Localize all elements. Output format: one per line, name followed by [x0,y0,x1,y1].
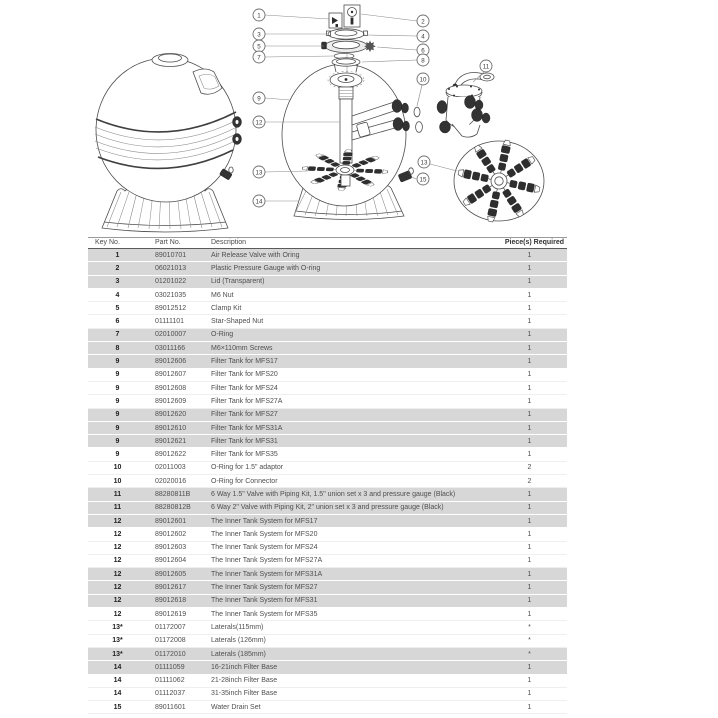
header-part-no: Part No. [155,239,181,246]
multiport-valve-figure [437,73,494,138]
laterals-detail-figure [454,140,544,223]
cell-qty: 1 [527,490,532,498]
cell-key: 2 [115,264,120,272]
cell-part: 03021035 [155,291,187,299]
table-row [88,302,567,315]
cell-qty: 1 [527,677,532,685]
table-row [88,249,567,262]
cell-key: 9 [115,397,120,405]
table-row [88,634,567,647]
cell-part: 89012604 [155,557,187,565]
table-row [88,568,567,581]
cell-part: 89012606 [155,358,187,366]
cell-desc: Lid (Transparent) [211,278,265,286]
table-row [88,528,567,541]
cell-desc: Air Release Valve with Oring [211,251,300,259]
callout-5 [253,40,265,52]
cell-part: 02020016 [155,477,187,485]
cell-key: 11 [113,490,122,498]
cell-part: 06021013 [155,264,187,272]
table-row [88,554,567,567]
cell-qty: 1 [527,663,532,671]
cell-part: 89012608 [155,384,187,392]
table-row [88,621,567,634]
svg-text:12: 12 [255,119,263,127]
cell-desc: 31-35inch Filter Base [211,690,278,698]
cell-desc: M6×110mm Screws [211,344,273,352]
table-row [88,421,567,434]
assembled-tank-figure [95,54,242,233]
cell-part: 89012607 [155,371,187,379]
cell-desc: Filter Tank for MFS35 [211,451,278,459]
cell-qty: 1 [527,451,532,459]
cell-key: 12 [113,517,122,525]
header-description: Description [211,239,247,246]
cell-desc: 6 Way 2" Valve with Piping Kit, 2" union set x 3 and pressure gauge (Black) [211,504,444,512]
cell-part: 89012512 [155,304,187,312]
cell-key: 14 [113,663,122,671]
cell-key: 8 [115,344,120,352]
cell-key: 9 [115,384,120,392]
cell-part: 01201022 [155,278,187,286]
cell-qty: 1 [527,304,532,312]
callout-12 [253,116,265,128]
cell-qty: 1 [527,530,532,538]
parts-table [88,237,567,714]
cell-key: 10 [113,477,122,485]
cell-key: 9 [115,437,120,445]
cell-key: 12 [113,597,122,605]
svg-text:2: 2 [421,18,425,26]
callout-10 [417,73,429,85]
callout-7 [253,51,265,63]
cell-desc: Filter Tank for MFS31 [211,437,278,445]
table-row [88,541,567,554]
cell-qty: 1 [527,597,532,605]
callout-1 [253,9,265,21]
table-row [88,355,567,368]
table-row [88,395,567,408]
table-row [88,461,567,474]
svg-text:4: 4 [421,33,425,41]
cell-desc: O-Ring [211,331,234,339]
table-row [88,661,567,674]
cell-desc: Laterals (185mm) [211,650,266,658]
svg-text:1: 1 [257,12,261,20]
cell-part: 03011166 [155,344,186,352]
cell-part: 89012617 [155,584,187,592]
cell-qty: 1 [527,411,532,419]
adaptor-orings [414,107,422,132]
cell-desc: Filter Tank for MFS17 [211,358,278,366]
exploded-parts-diagram [0,0,718,236]
cell-qty: 1 [527,570,532,578]
parts-list-section [88,237,567,714]
cell-part: 02010007 [155,331,187,339]
table-row [88,315,567,328]
cell-part: 01111101 [155,318,185,326]
cell-qty: 1 [527,690,532,698]
water-drain-part [398,168,413,183]
cell-desc: Laterals(115mm) [211,623,264,631]
table-row [88,275,567,288]
svg-text:8: 8 [421,57,425,65]
callout-13-detail [418,156,430,168]
cell-desc: 6 Way 1.5" Valve with Piping Kit, 1.5" union set x 3 and pressure gauge (Black) [211,490,456,498]
cell-key: 6 [115,318,120,326]
cell-key: 13* [112,637,123,645]
cell-qty: 2 [527,477,532,485]
cell-part: 89012621 [155,437,187,445]
cell-key: 12 [113,570,122,578]
cell-desc: Water Drain Set [211,703,261,711]
cell-key: 9 [115,411,120,419]
table-row [88,328,567,341]
callout-14 [253,195,265,207]
table-row [88,475,567,488]
cell-key: 1 [115,251,120,259]
cell-desc: The Inner Tank System for MFS31 [211,597,318,605]
cell-key: 10 [113,464,122,472]
cell-key: 9 [115,424,120,432]
cell-desc: Filter Tank for MFS31A [211,424,283,432]
svg-text:13: 13 [255,169,263,177]
cell-key: 11 [113,504,122,512]
cell-key: 12 [113,610,122,618]
cell-key: 9 [115,358,120,366]
cell-part: 89012609 [155,397,187,405]
svg-text:9: 9 [257,95,261,103]
cell-desc: 21-28inch Filter Base [211,677,278,685]
cell-key: 3 [115,278,120,286]
callout-2 [417,15,429,27]
table-row [88,674,567,687]
cell-part: 01172010 [155,650,186,658]
cell-part: 01172008 [155,637,186,645]
cell-key: 14 [113,677,122,685]
callout-9 [253,92,265,104]
callout-13 [253,166,265,178]
cell-key: 9 [115,451,120,459]
cell-key: 7 [115,331,120,339]
cell-qty: 1 [527,344,532,352]
cell-part: 89012602 [155,530,187,538]
cell-part: 01111059 [155,663,185,671]
cell-qty: * [528,650,531,658]
cell-desc: 16-21inch Filter Base [211,663,278,671]
cell-desc: Plastic Pressure Gauge with O-ring [211,264,321,272]
svg-text:10: 10 [419,76,427,84]
cell-part: 89012622 [155,451,187,459]
cell-part: 89012618 [155,597,187,605]
table-row [88,488,567,501]
svg-text:5: 5 [257,43,261,51]
cell-desc: O-Ring for 1.5" adaptor [211,464,284,472]
cell-qty: 1 [527,384,532,392]
cell-desc: The Inner Tank System for MFS17 [211,517,318,525]
table-row [88,581,567,594]
table-row [88,342,567,355]
cell-part: 89012601 [155,517,187,525]
cell-key: 14 [113,690,122,698]
cell-part: 01172007 [155,623,186,631]
table-row [88,501,567,514]
cell-qty: 1 [527,703,532,711]
cell-desc: Filter Tank for MFS27A [211,397,283,405]
cell-part: 02011003 [155,464,186,472]
cell-qty: 1 [527,318,532,326]
cell-key: 12 [113,530,122,538]
callout-8 [417,54,429,66]
callout-3 [253,28,265,40]
cell-part: 89012605 [155,570,187,578]
cell-qty: 1 [527,331,532,339]
cell-qty: 1 [527,278,532,286]
cell-key: 12 [113,557,122,565]
cell-qty: 1 [527,517,532,525]
cell-qty: 1 [527,358,532,366]
cell-part: 01112037 [155,690,186,698]
table-row [88,647,567,660]
table-row [88,288,567,301]
cell-desc: The Inner Tank System for MFS20 [211,530,318,538]
svg-text:6: 6 [421,47,425,55]
cell-qty: 1 [527,437,532,445]
cell-desc: Filter Tank for MFS20 [211,371,278,379]
table-row [88,514,567,527]
table-row [88,408,567,421]
cell-qty: 1 [527,557,532,565]
callout-15 [417,173,429,185]
svg-text:14: 14 [255,198,263,206]
cell-part: 89011601 [155,703,186,711]
cell-key: 4 [115,291,120,299]
cell-qty: * [528,637,531,645]
cell-qty: 1 [527,544,532,552]
cell-qty: 1 [527,264,532,272]
parts-table-body [88,249,567,714]
svg-text:15: 15 [419,176,427,184]
cell-key: 15 [113,703,122,711]
table-row [88,381,567,394]
table-row [88,368,567,381]
callout-4 [417,30,429,42]
cell-key: 12 [113,584,122,592]
table-row [88,435,567,448]
header-key-no: Key No. [95,239,120,246]
svg-text:11: 11 [482,63,490,71]
cell-desc: The Inner Tank System for MFS24 [211,544,318,552]
cell-qty: 1 [527,371,532,379]
cell-key: 12 [113,544,122,552]
cell-qty: 1 [527,397,532,405]
cell-qty: 1 [527,291,532,299]
cell-desc: Clamp Kit [211,304,242,312]
cell-part: 89012610 [155,424,187,432]
cell-desc: Filter Tank for MFS27 [211,411,278,419]
table-row [88,594,567,607]
table-row [88,262,567,275]
table-row [88,687,567,700]
cell-desc: O-Ring for Connector [211,477,278,485]
svg-text:7: 7 [257,54,261,62]
cell-desc: Filter Tank for MFS24 [211,384,278,392]
cell-part: 89012619 [155,610,187,618]
svg-text:3: 3 [257,31,261,39]
cell-part: 88280812B [155,504,191,512]
cell-qty: 1 [527,610,532,618]
cell-part: 89012603 [155,544,187,552]
cell-desc: M6 Nut [211,291,234,299]
cell-qty: 1 [527,424,532,432]
exploded-tank-figure [282,5,410,220]
table-row [88,448,567,461]
cell-part: 89010701 [155,251,187,259]
cell-desc: Laterals (126mm) [211,637,266,645]
cell-part: 88280811B [155,490,191,498]
cell-part: 89012620 [155,411,187,419]
callout-11 [480,60,492,72]
cell-desc: The Inner Tank System for MFS31A [211,570,323,578]
svg-text:13: 13 [420,159,428,167]
cell-key: 5 [115,304,120,312]
cell-qty: 2 [527,464,532,472]
cell-desc: The Inner Tank System for MFS27 [211,584,318,592]
cell-key: 13* [112,650,123,658]
cell-qty: 1 [527,251,532,259]
header-pieces-required: Piece(s) Required [504,239,564,246]
cell-desc: The Inner Tank System for MFS35 [211,610,318,618]
cell-desc: The Inner Tank System for MFS27A [211,557,323,565]
table-row [88,701,567,714]
cell-key: 9 [115,371,120,379]
cell-qty: 1 [527,504,532,512]
cell-part: 01111062 [155,677,185,685]
cell-qty: * [528,623,531,631]
cell-key: 13* [112,623,123,631]
cell-qty: 1 [527,584,532,592]
table-header-row [88,238,567,249]
cell-desc: Star-Shaped Nut [211,318,264,326]
table-row [88,608,567,621]
